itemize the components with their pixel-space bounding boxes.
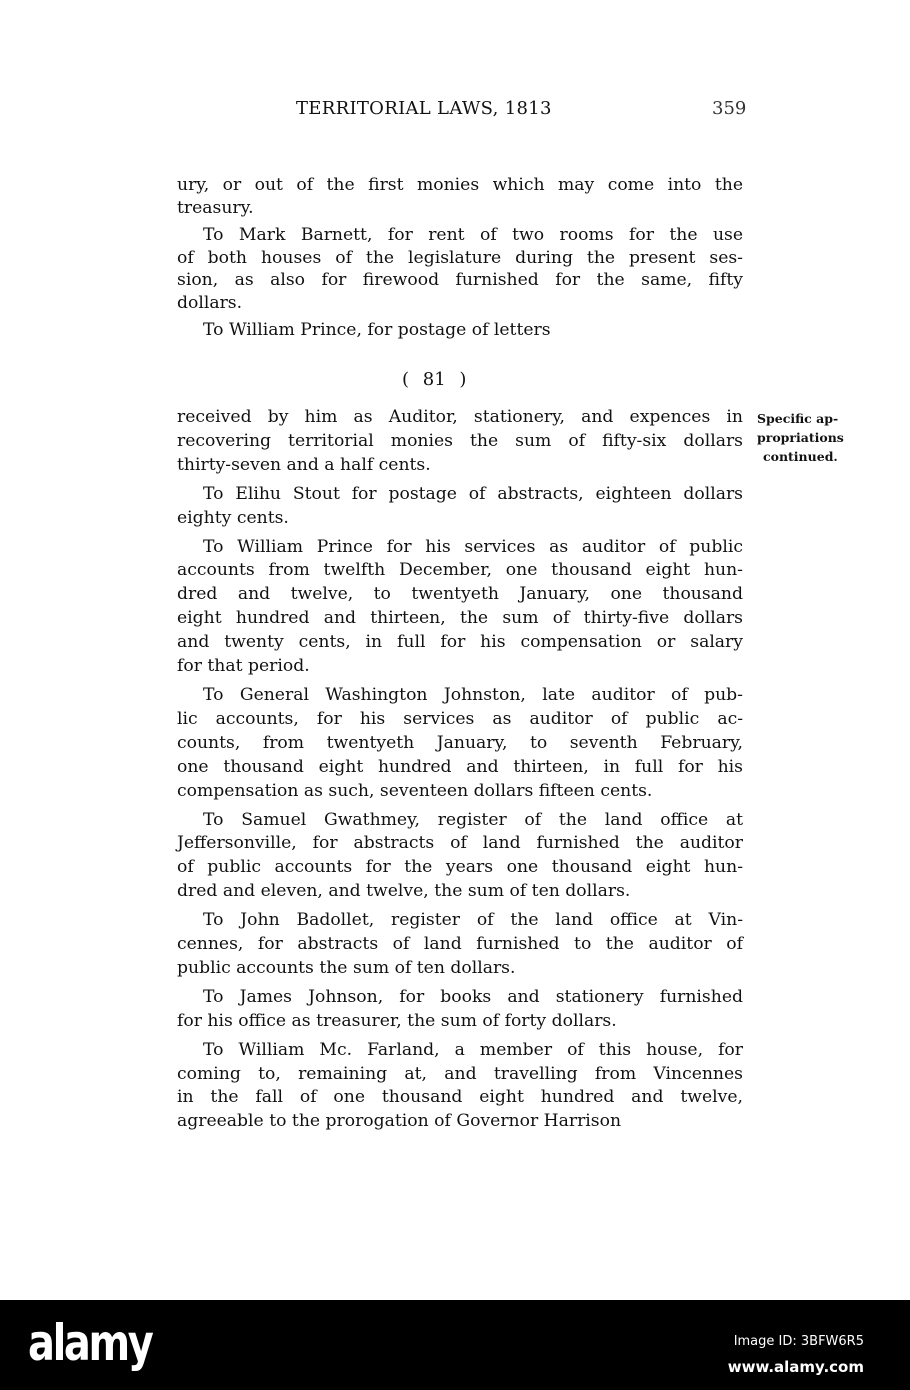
- text-line: To James Johnson, for books and stationery furnished: [203, 986, 743, 1007]
- paragraph: [177, 809, 743, 905]
- text-line: To John Badollet, register of the land office at Vin-: [203, 910, 743, 931]
- text-line: To Mark Barnett, for rent of two rooms for the use: [203, 225, 743, 245]
- folio-number: ( 81 ): [402, 369, 467, 390]
- text-line: To Elihu Stout for postage of abstracts, eighteen dollars: [203, 483, 743, 504]
- text-line: To General Washington Johnston, late auditor of pub-: [203, 684, 743, 705]
- margin-note-line: Specific ap-: [757, 411, 839, 426]
- text-line: agreeable to the prorogation of Governor Harrison: [177, 1111, 622, 1132]
- text-line: in the fall of one thousand eight hundred and twelve,: [177, 1087, 743, 1108]
- text-line: for his office as treasurer, the sum of forty dollars.: [177, 1010, 617, 1031]
- text-line: compensation as such, seventeen dollars fifteen cents.: [177, 780, 653, 801]
- text-line: dred and twelve, to twentyeth January, one thousand: [177, 584, 743, 605]
- text-line: of both houses of the legislature during the present ses-: [177, 247, 743, 268]
- text-line: Jeffersonville, for abstracts of land furnished the auditor: [177, 833, 743, 854]
- text-line: recovering territorial monies the sum of fifty-six dollars: [177, 430, 743, 451]
- text-line: treasury.: [177, 197, 254, 218]
- text-line: one thousand eight hundred and thirteen, in full for his: [177, 756, 743, 777]
- paragraph: [177, 483, 743, 531]
- margin-note: [757, 409, 844, 466]
- text-line: accounts from twelfth December, one thousand eight hun-: [177, 560, 743, 581]
- page-number: 359: [712, 98, 747, 119]
- text-line: ury, or out of the first monies which may come into the: [177, 175, 743, 195]
- text-block-lower: [177, 406, 743, 1134]
- text-block-upper: [177, 174, 743, 342]
- text-line: public accounts the sum of ten dollars.: [177, 957, 516, 978]
- margin-note-line: continued.: [763, 449, 838, 464]
- text-line: for that period.: [177, 656, 310, 677]
- text-line: sion, as also for firewood furnished for the same, fifty: [177, 270, 743, 290]
- text-line: and twenty cents, in full for his compensation or salary: [177, 632, 743, 653]
- alamy-logo: alamy: [28, 1314, 152, 1372]
- text-line: eight hundred and thirteen, the sum of thirty-five dollars: [177, 608, 743, 629]
- paragraph: [177, 224, 743, 314]
- text-line: of public accounts for the years one thousand eight hun-: [177, 857, 743, 878]
- text-line: To Samuel Gwathmey, register of the land office at: [203, 809, 743, 830]
- paragraph: [177, 406, 743, 478]
- text-line: To William Prince for his services as auditor of public: [203, 536, 743, 557]
- text-line: lic accounts, for his services as auditor of public ac-: [177, 708, 743, 729]
- margin-note-line: propriations: [757, 430, 844, 445]
- paragraph: [177, 1039, 743, 1135]
- text-line: dollars.: [177, 292, 243, 313]
- text-line: cennes, for abstracts of land furnished to the auditor of: [177, 934, 743, 955]
- text-line: counts, from twentyeth January, to seventh February,: [177, 732, 743, 753]
- paragraph: [177, 174, 743, 219]
- text-line: To William Prince, for postage of letters: [203, 320, 551, 340]
- paragraph: [177, 909, 743, 981]
- image-id: Image ID: 3BFW6R5: [733, 1334, 864, 1349]
- text-line: thirty-seven and a half cents.: [177, 454, 431, 475]
- watermark-url: www.alamy.com: [727, 1358, 864, 1376]
- text-line: coming to, remaining at, and travelling from Vincennes: [177, 1063, 743, 1084]
- paragraph: [177, 536, 743, 679]
- paragraph: [177, 684, 743, 804]
- text-line: To William Mc. Farland, a member of this house, for: [203, 1039, 743, 1060]
- paragraph: [177, 319, 743, 342]
- paragraph: [177, 986, 743, 1034]
- watermark-bar: [0, 1300, 910, 1390]
- running-header: TERRITORIAL LAWS, 1813: [296, 98, 552, 119]
- text-line: received by him as Auditor, stationery, and expences in: [177, 407, 743, 427]
- text-line: eighty cents.: [177, 507, 289, 528]
- text-line: dred and eleven, and twelve, the sum of ten dollars.: [177, 881, 631, 902]
